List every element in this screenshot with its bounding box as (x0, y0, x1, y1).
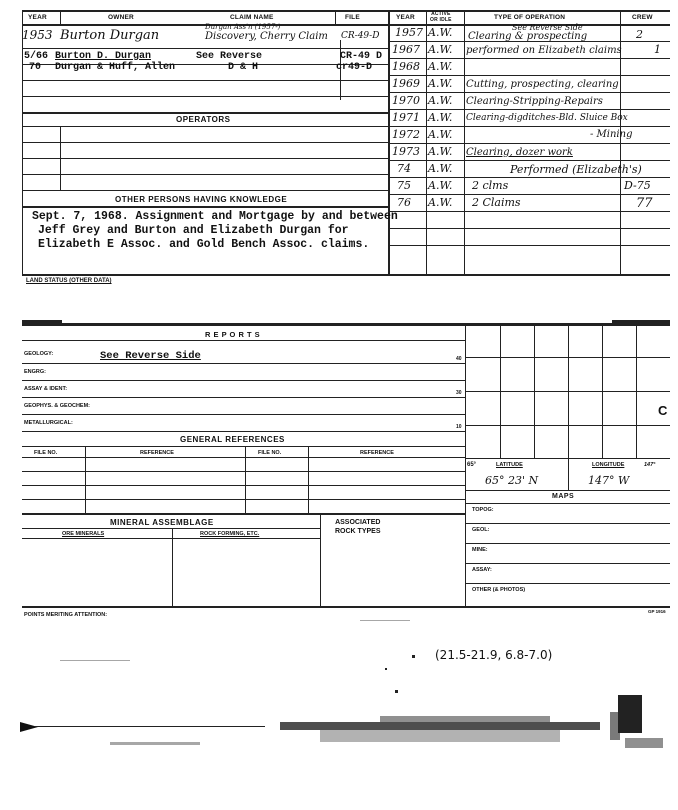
op-year-10: 75 (397, 179, 411, 192)
maps-mine-label: MINE: (472, 547, 488, 553)
claim-file-2: CR-49 D (340, 51, 383, 62)
op-year-5: 1970 (392, 94, 420, 107)
col-header-type-op: TYPE OF OPERATION (494, 14, 566, 21)
op-status-3: A.W. (428, 60, 453, 73)
op-status-8: A.W. (428, 145, 453, 158)
op-year-8: 1973 (392, 145, 420, 158)
op-crew-2: 1 (654, 43, 661, 56)
op-status-6: A.W. (428, 111, 453, 124)
claim-year-1: 1953 (22, 28, 53, 42)
op-status-7: A.W. (428, 128, 453, 141)
col-header-owner: OWNER (108, 14, 134, 21)
op-status-9: A.W. (428, 162, 453, 175)
op-status-1: A.W. (428, 26, 453, 39)
claim-year-3: 70 (29, 62, 42, 73)
handwritten-coordinates: (21.5-21.9, 6.8-7.0) (435, 648, 553, 662)
op-type-2: performed on Elizabeth claims (466, 45, 622, 56)
points-meriting-label: POINTS MERITING ATTENTION: (24, 612, 108, 618)
op-status-10: A.W. (428, 179, 453, 192)
grid-side-char: C (658, 403, 668, 418)
col-header-year: YEAR (28, 14, 47, 21)
ref-col-reference-2: REFERENCE (360, 450, 394, 456)
maps-title: MAPS (552, 493, 575, 500)
maps-topog-label: TOPOG: (472, 507, 494, 513)
grid-num-10: 10 (456, 424, 462, 430)
col-header-file: FILE (345, 14, 360, 21)
geology-label: GEOLOGY: (24, 351, 54, 357)
op-crew-1: 2 (636, 28, 643, 41)
latitude-value: 65° 23' N (485, 474, 539, 487)
longitude-label: LONGITUDE (592, 462, 625, 468)
ref-col-reference: REFERENCE (140, 450, 174, 456)
claim-year-2: 5/66 (24, 51, 49, 62)
col-header-year-ops: YEAR (396, 14, 415, 21)
reports-title: R E P O R T S (205, 330, 261, 339)
op-note-1: See Reverse Side (512, 23, 583, 32)
op-type-5: Clearing-Stripping-Repairs (466, 96, 603, 107)
claim-file-3: cr49-D (336, 62, 373, 73)
op-crew-11: 77 (636, 196, 653, 211)
claim-name-2: See Reverse (196, 51, 263, 62)
op-type-8: Clearing, dozer work (466, 147, 573, 158)
op-status-11: A.W. (428, 196, 453, 209)
ref-col-file-no-2: FILE NO. (258, 450, 282, 456)
rock-forming-label: ROCK FORMING, ETC. (200, 531, 260, 537)
geology-value: See Reverse Side (100, 350, 201, 362)
maps-geol-label: GEOL: (472, 527, 490, 533)
associated-rock-types-label: ASSOCIATED ROCK TYPES (335, 519, 381, 535)
op-year-6: 1971 (392, 111, 420, 124)
mineral-assemblage-title: MINERAL ASSEMBLAGE (110, 518, 214, 527)
latitude-label: LATITUDE (496, 462, 523, 468)
claim-owner-1: Burton Durgan (60, 28, 160, 43)
knowledge-line-1: Sept. 7, 1968. Assignment and Mortgage by and between (32, 210, 398, 223)
general-references-title: GENERAL REFERENCES (180, 435, 285, 444)
op-year-4: 1969 (392, 77, 420, 90)
claim-name-1: Discovery, Cherry Claim (205, 31, 328, 42)
col-header-claim-name: CLAIM NAME (230, 14, 274, 21)
op-year-1: 1957 (395, 26, 423, 39)
op-year-11: 76 (397, 196, 411, 209)
geophys-label: GEOPHYS. & GEOCHEM: (24, 403, 91, 409)
op-status-2: A.W. (428, 43, 453, 56)
ref-col-file-no: FILE NO. (34, 450, 58, 456)
maps-assay-label: ASSAY: (472, 567, 492, 573)
maps-other-label: OTHER (& PHOTOS) (472, 587, 526, 593)
claim-file-1: CR-49-D (341, 31, 380, 41)
grid-num-30: 30 (456, 390, 462, 396)
longitude-value: 147° W (588, 474, 630, 487)
op-type-10: 2 clms (472, 179, 509, 192)
op-year-3: 1968 (392, 60, 420, 73)
op-type-7: - Mining (590, 129, 633, 140)
claim-note-1: Durgan Ass'n (1957-) (205, 23, 281, 31)
grid-deg-label: 65° (467, 462, 477, 468)
col-header-active: ACTIVE OR IDLE (430, 11, 452, 23)
claim-name-3: D & H (228, 62, 259, 73)
op-year-2: 1967 (392, 43, 420, 56)
op-type-4: Cutting, prospecting, clearing (466, 79, 619, 90)
op-type-9: Performed (Elizabeth's) (510, 163, 642, 176)
assay-label: ASSAY & IDENT: (24, 386, 68, 392)
claim-owner-2: Burton D. Durgan (55, 51, 152, 62)
grid-deg-2: 147° (644, 462, 656, 468)
op-year-7: 1972 (392, 128, 420, 141)
land-status-label: LAND STATUS (OTHER DATA) (26, 278, 112, 284)
knowledge-text (32, 210, 398, 252)
form-number: GP 1916 (648, 609, 666, 614)
op-type-6: Clearing-digditches-Bld. Sluice Box (466, 113, 628, 123)
op-crew-10: D-75 (624, 179, 651, 192)
claim-owner-3: Durgan & Huff, Allen (55, 62, 176, 73)
op-status-5: A.W. (428, 94, 453, 107)
op-year-9: 74 (397, 162, 411, 175)
knowledge-line-2: Jeff Grey and Burton and Elizabeth Durgan for (38, 224, 349, 237)
operators-label: OPERATORS (176, 115, 231, 124)
op-status-4: A.W. (428, 77, 453, 90)
grid-num-40: 40 (456, 356, 462, 362)
knowledge-label: OTHER PERSONS HAVING KNOWLEDGE (115, 195, 288, 204)
engrg-label: ENGRG: (24, 369, 46, 375)
metallurgical-label: METALLURGICAL: (24, 420, 73, 426)
ore-minerals-label: ORE MINERALS (62, 531, 105, 537)
op-type-1: Clearing & prospecting (468, 31, 588, 42)
op-type-11: 2 Claims (472, 196, 521, 209)
col-header-crew: CREW (632, 14, 653, 21)
knowledge-line-3: Elizabeth E Assoc. and Gold Bench Assoc. claims. (38, 238, 370, 251)
